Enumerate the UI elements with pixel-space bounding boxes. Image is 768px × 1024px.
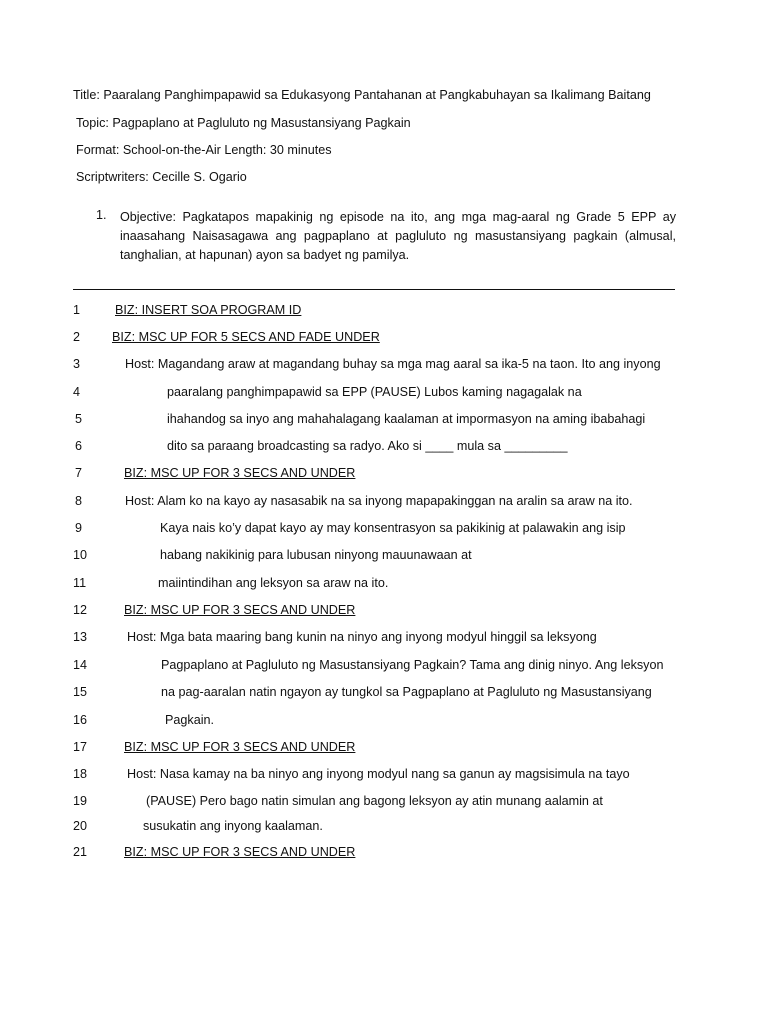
script-writers: Scriptwriters: Cecille S. Ogario: [76, 170, 247, 184]
script-topic: Topic: Pagpaplano at Pagluluto ng Masustansiyang Pagkain: [76, 116, 411, 130]
host-line: (PAUSE) Pero bago natin simulan ang bagong leksyon ay atin munang aalamin at: [146, 794, 603, 808]
host-line: Pagkain.: [165, 713, 215, 727]
host-line: Host: Mga bata maaring bang kunin na ninyo ang inyong modyul hinggil sa leksyong: [127, 630, 597, 644]
line-number: 6: [75, 439, 83, 453]
host-line: susukatin ang inyong kaalaman.: [143, 819, 323, 833]
objective-item: [96, 208, 676, 265]
biz-cue: BIZ: INSERT SOA PROGRAM ID: [115, 303, 302, 317]
line-number: 19: [73, 794, 88, 808]
script-title: Title: Paaralang Panghimpapawid sa Edukasyong Pantahanan at Pangkabuhayan sa Ikalimang Baitang: [73, 88, 651, 102]
host-line: Host: Alam ko na kayo ay nasasabik na sa inyong mapapakinggan na aralin sa araw na ito.: [125, 494, 633, 508]
objective-number: 1.: [96, 208, 107, 222]
line-number: 17: [73, 740, 88, 754]
line-number: 16: [73, 713, 88, 727]
host-line: Host: Nasa kamay na ba ninyo ang inyong modyul nang sa ganun ay magsisimula na tayo: [127, 767, 630, 781]
line-number: 20: [73, 819, 88, 833]
host-line: maiintindihan ang leksyon sa araw na ito.: [158, 576, 389, 590]
host-line: habang nakikinig para lubusan ninyong mauunawaan at: [160, 548, 472, 562]
host-line: Pagpaplano at Pagluluto ng Masustansiyang Pagkain? Tama ang dinig ninyo. Ang leksyon: [161, 658, 664, 672]
host-line: Host: Magandang araw at magandang buhay sa mga mag aaral sa ika-5 na taon. Ito ang inyong: [125, 357, 661, 371]
line-number: 3: [73, 357, 81, 371]
section-divider: [73, 289, 675, 290]
line-number: 21: [73, 845, 88, 859]
line-number: 13: [73, 630, 88, 644]
line-number: 18: [73, 767, 88, 781]
line-number: 14: [73, 658, 88, 672]
line-number: 4: [73, 385, 81, 399]
biz-cue: BIZ: MSC UP FOR 3 SECS AND UNDER: [124, 603, 356, 617]
host-line: ihahandog sa inyo ang mahahalagang kaalaman at impormasyon na aming ibabahagi: [167, 412, 646, 426]
biz-cue: BIZ: MSC UP FOR 3 SECS AND UNDER: [124, 845, 356, 859]
line-number: 8: [75, 494, 83, 508]
line-number: 2: [73, 330, 81, 344]
line-number: 7: [75, 466, 83, 480]
line-number: 10: [73, 548, 88, 562]
biz-cue: BIZ: MSC UP FOR 3 SECS AND UNDER: [124, 466, 356, 480]
host-line: dito sa paraang broadcasting sa radyo. Ako si ____ mula sa _________: [167, 439, 568, 453]
script-format: Format: School-on-the-Air Length: 30 minutes: [76, 143, 332, 157]
host-line: Kaya nais ko’y dapat kayo ay may konsentrasyon sa pakikinig at palawakin ang isip: [160, 521, 626, 535]
host-line: na pag-aaralan natin ngayon ay tungkol sa Pagpaplano at Pagluluto ng Masustansiyang: [161, 685, 652, 699]
line-number: 9: [75, 521, 83, 535]
line-number: 1: [73, 303, 81, 317]
biz-cue: BIZ: MSC UP FOR 3 SECS AND UNDER: [124, 740, 356, 754]
line-number: 5: [75, 412, 83, 426]
host-line: paaralang panghimpapawid sa EPP (PAUSE) Lubos kaming nagagalak na: [167, 385, 582, 399]
objective-text: Objective: Pagkatapos mapakinig ng episode na ito, ang mga mag-aaral ng Grade 5 EPP ay inaasahang Naisasagawa ang pagpaplano at pagluluto ng masustansiyang pagkain (almusal, tanghalian, at hapunan) ayon sa badyet ng pamilya.: [120, 210, 676, 262]
line-number: 15: [73, 685, 88, 699]
line-number: 12: [73, 603, 88, 617]
line-number: 11: [73, 576, 87, 590]
biz-cue: BIZ: MSC UP FOR 5 SECS AND FADE UNDER: [112, 330, 380, 344]
